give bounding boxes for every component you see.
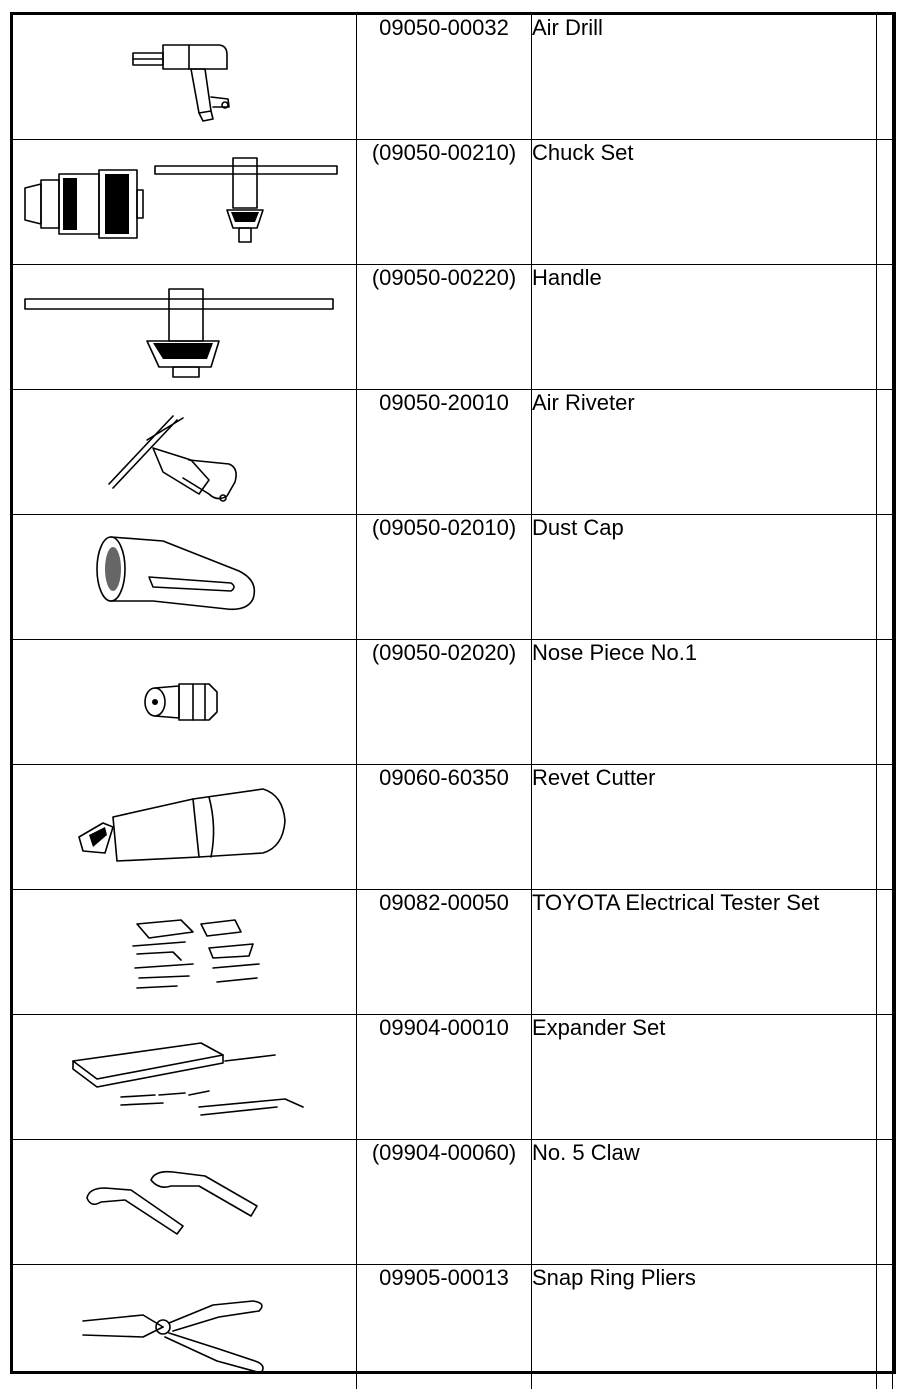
table-row [13, 640, 893, 765]
dust-cap-icon [13, 515, 356, 639]
tool-name: Nose Piece No.1 [532, 640, 877, 765]
illustration-cell [13, 140, 357, 265]
rivet-cutter-icon [13, 765, 356, 889]
part-number: (09904-00060) [357, 1140, 532, 1265]
table-row [13, 1015, 893, 1140]
snap-ring-pliers-icon [13, 1265, 356, 1389]
illustration-cell [13, 1265, 357, 1389]
table-row [13, 390, 893, 515]
tool-name: No. 5 Claw [532, 1140, 877, 1265]
tool-name: Handle [532, 265, 877, 390]
illustration-cell [13, 890, 357, 1015]
part-number: (09050-02020) [357, 640, 532, 765]
table-row [13, 140, 893, 265]
part-number: (09050-02010) [357, 515, 532, 640]
illustration-cell [13, 265, 357, 390]
table-row [13, 1140, 893, 1265]
part-number: (09050-00210) [357, 140, 532, 265]
tool-sheet [10, 12, 896, 1374]
nose-piece-icon [13, 640, 356, 764]
part-number: 09060-60350 [357, 765, 532, 890]
tool-name: Expander Set [532, 1015, 877, 1140]
table-row [13, 765, 893, 890]
air-drill-icon [13, 15, 356, 139]
electrical-tester-set-icon [13, 890, 356, 1014]
illustration-cell [13, 15, 357, 140]
tool-name: Snap Ring Pliers [532, 1265, 877, 1389]
part-number: 09905-00013 [357, 1265, 532, 1389]
table-row [13, 265, 893, 390]
tool-name: Chuck Set [532, 140, 877, 265]
part-number: 09082-00050 [357, 890, 532, 1015]
chuck-key-handle-icon [13, 265, 356, 389]
air-riveter-icon [13, 390, 356, 514]
chuck-set-icon [13, 140, 356, 264]
illustration-cell [13, 765, 357, 890]
illustration-cell [13, 390, 357, 515]
tool-name: TOYOTA Electrical Tester Set [532, 890, 877, 1015]
expander-set-icon [13, 1015, 356, 1139]
illustration-cell [13, 1140, 357, 1265]
table-row [13, 890, 893, 1015]
part-number: 09904-00010 [357, 1015, 532, 1140]
claw-icon [13, 1140, 356, 1264]
part-number: (09050-00220) [357, 265, 532, 390]
table-row [13, 1265, 893, 1389]
tool-name: Dust Cap [532, 515, 877, 640]
tool-name: Air Drill [532, 15, 877, 140]
illustration-cell [13, 1015, 357, 1140]
tool-table [13, 15, 893, 1389]
tool-name: Air Riveter [532, 390, 877, 515]
tool-name: Revet Cutter [532, 765, 877, 890]
table-row [13, 515, 893, 640]
part-number: 09050-20010 [357, 390, 532, 515]
illustration-cell [13, 640, 357, 765]
part-number: 09050-00032 [357, 15, 532, 140]
illustration-cell [13, 515, 357, 640]
table-row [13, 15, 893, 140]
